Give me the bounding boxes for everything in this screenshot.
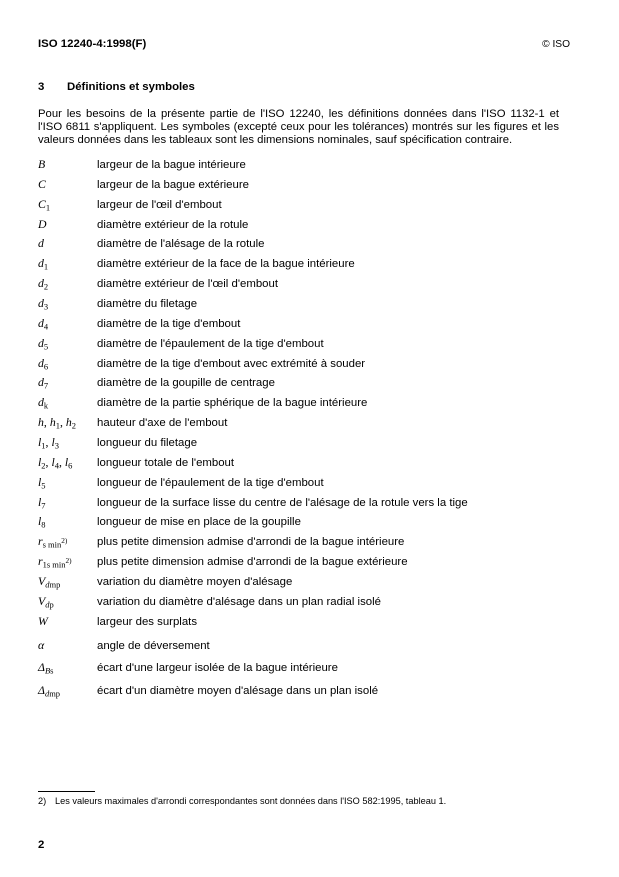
symbol-part: , [43, 415, 50, 430]
definition-text: diamètre de l'épaulement de la tige d'embout [97, 337, 324, 350]
definition-row [38, 493, 578, 513]
symbol-part: 2) [61, 536, 68, 546]
definition-symbol [38, 294, 97, 314]
symbol-part: h [65, 415, 72, 430]
definition-row [38, 413, 578, 433]
paragraph-line: Pour les besoins de la présente partie de l'ISO 12240, les définitions données dans l'ISO 1132-1 et [38, 107, 559, 120]
definition-text: plus petite dimension admise d'arrondi de la bague extérieure [97, 556, 408, 569]
definition-text: diamètre extérieur de la face de la bague intérieure [97, 258, 355, 271]
definition-text: longueur de l'épaulement de la tige d'embout [97, 476, 324, 489]
definition-row [38, 453, 578, 473]
symbol-part: Δ [38, 682, 45, 697]
definition-row [38, 234, 578, 254]
symbol-part: 4 [54, 460, 59, 471]
symbol-part: l [51, 435, 55, 450]
definition-symbol [38, 215, 97, 235]
definition-text: diamètre du filetage [97, 298, 198, 311]
definition-symbol [38, 314, 97, 334]
definition-row [38, 373, 578, 393]
definition-symbol [38, 473, 97, 493]
definition-symbol [38, 634, 97, 657]
symbol-part: Δ [38, 660, 45, 675]
symbol-part: d [44, 688, 50, 699]
symbol-part: 2 [71, 420, 77, 431]
symbol-part: B [38, 157, 46, 171]
definition-row [38, 215, 578, 235]
footnote-number: 2) [38, 795, 47, 806]
symbol-part: l [38, 474, 42, 489]
definition-row [38, 334, 578, 354]
symbol-part: 3 [54, 440, 59, 451]
definition-row [38, 656, 578, 679]
symbol-part: , [45, 435, 52, 450]
definition-row [38, 433, 578, 453]
definition-row [38, 254, 578, 274]
symbol-part: mp [49, 688, 61, 699]
symbol-part: 5 [41, 480, 46, 491]
definition-row [38, 314, 578, 334]
symbol-part: d [45, 579, 50, 590]
page-header [0, 0, 619, 60]
symbol-part: 6 [43, 361, 49, 372]
definition-row [38, 572, 578, 592]
symbol-part: , [58, 454, 65, 469]
definition-text: longueur du filetage [97, 437, 198, 450]
definition-text: largeur des surplats [97, 615, 198, 628]
definition-row [38, 195, 578, 215]
section-title: Définitions et symboles [67, 81, 195, 93]
definition-symbol [38, 334, 97, 354]
definition-symbol [38, 195, 97, 215]
definition-text: variation du diamètre moyen d'alésage [97, 576, 293, 589]
symbol-part: l [51, 454, 55, 469]
definition-text: diamètre extérieur de l'œil d'embout [97, 278, 278, 291]
symbol-part: 3 [43, 301, 49, 312]
definition-symbol [38, 433, 97, 453]
definition-text: écart d'une largeur isolée de la bague intérieure [97, 662, 338, 675]
definition-symbol [38, 234, 97, 254]
definition-text: longueur de la surface lisse du centre de l'alésage de la rotule vers la tige [97, 496, 468, 509]
definition-text: diamètre de l'alésage de la rotule [97, 238, 265, 251]
symbol-part: 1s min [42, 559, 66, 570]
definition-symbol [38, 413, 97, 433]
symbol-part: d [38, 236, 44, 251]
definition-row [38, 679, 578, 702]
symbol-part: d [38, 296, 44, 311]
symbol-part: 4 [43, 321, 49, 332]
symbol-part: 1 [55, 420, 60, 431]
paragraph-line: valeurs données dans les tableaux sont les dimensions nominales, sauf spécification contraire. [38, 133, 513, 146]
definition-row [38, 473, 578, 493]
definition-text: diamètre de la tige d'embout avec extrémité à souder [97, 357, 366, 370]
definition-text: hauteur d'axe de l'embout [97, 417, 228, 430]
definition-symbol [38, 254, 97, 274]
document-reference: ISO 12240-4:1998(F) [38, 38, 147, 50]
definition-row [38, 393, 578, 413]
definition-text: diamètre de la partie sphérique de la bague intérieure [97, 397, 368, 410]
definition-symbol [38, 552, 97, 572]
definition-text: longueur de mise en place de la goupille [97, 516, 301, 529]
symbol-part: d [38, 335, 44, 350]
section-heading [38, 80, 195, 94]
symbol-part: l [38, 494, 42, 509]
footnote-text: Les valeurs maximales d'arrondi correspondantes sont données dans l'ISO 582:1995, tableau 1. [55, 795, 447, 806]
definition-text: angle de déversement [97, 639, 210, 652]
symbol-part: 2 [41, 460, 46, 471]
symbol-part: l [38, 454, 42, 469]
definition-symbol [38, 373, 97, 393]
symbol-part: B [44, 665, 51, 676]
definition-text: variation du diamètre d'alésage dans un plan radial isolé [97, 595, 381, 608]
definition-text: largeur de la bague extérieure [97, 178, 249, 191]
definition-symbol [38, 453, 97, 473]
symbol-part: 1 [41, 440, 46, 451]
symbol-part: d [38, 256, 44, 271]
symbol-part: d [38, 395, 44, 410]
symbol-part: 1 [43, 261, 49, 272]
symbol-part: l [38, 514, 42, 529]
definition-text: diamètre extérieur de la rotule [97, 218, 249, 231]
symbol-part: h [49, 415, 56, 430]
page-number: 2 [38, 839, 45, 851]
definition-symbol [38, 532, 97, 552]
copyright-notice: © ISO [542, 39, 570, 50]
symbol-part: , [45, 454, 52, 469]
symbol-part: r [38, 534, 43, 549]
definition-symbol [38, 274, 97, 294]
symbol-part: 7 [41, 500, 46, 511]
definition-row [38, 155, 578, 175]
symbol-part: s [50, 665, 54, 676]
symbol-part: l [64, 454, 69, 469]
symbol-part: V [38, 574, 46, 589]
definition-text: écart d'un diamètre moyen d'alésage dans un plan isolé [97, 684, 379, 697]
symbol-part: 7 [43, 381, 49, 391]
symbol-part: , [59, 415, 66, 430]
definition-row [38, 294, 578, 314]
definition-text: largeur de la bague intérieure [97, 159, 246, 171]
definition-text: diamètre de la tige d'embout [97, 317, 241, 330]
intro-paragraph [38, 108, 559, 147]
definition-row [38, 175, 578, 195]
footnote [38, 796, 446, 807]
symbol-part: h [38, 415, 44, 430]
symbol-part: d [38, 315, 44, 330]
definition-text: plus petite dimension admise d'arrondi de la bague intérieure [97, 536, 405, 549]
definition-symbol [38, 612, 97, 632]
definition-symbol [38, 656, 97, 679]
definition-row [38, 354, 578, 374]
symbol-part: l [38, 435, 42, 450]
definition-symbol [38, 679, 97, 702]
definition-row [38, 634, 578, 657]
definition-text: largeur de l'œil d'embout [97, 198, 222, 211]
definition-symbol [38, 572, 97, 592]
symbol-part: d [38, 276, 44, 291]
definition-symbol [38, 393, 97, 413]
symbol-part: 1 [45, 202, 51, 213]
definition-row [38, 532, 578, 552]
symbol-part: W [38, 613, 48, 628]
symbol-part: α [38, 637, 45, 652]
definition-symbol [38, 512, 97, 532]
definition-symbol [38, 493, 97, 513]
symbol-part: C [38, 176, 46, 191]
symbol-part: 2 [43, 281, 49, 292]
definition-text: longueur totale de l'embout [97, 456, 235, 469]
symbol-part: s min [42, 539, 62, 550]
symbol-part: d [38, 355, 44, 370]
definition-symbol [38, 592, 97, 612]
symbol-part: D [38, 216, 47, 231]
symbol-part: d [45, 599, 50, 610]
definition-symbol [38, 155, 97, 175]
definition-symbol [38, 175, 97, 195]
symbol-part: r [38, 554, 43, 569]
symbol-part: 6 [68, 460, 73, 471]
symbol-part: 8 [41, 520, 46, 531]
definition-row [38, 274, 578, 294]
symbol-part: k [43, 400, 49, 411]
definitions-list [38, 155, 578, 701]
definition-symbol [38, 354, 97, 374]
definition-row [38, 592, 578, 612]
section-number: 3 [38, 81, 45, 93]
definition-text: diamètre de la goupille de centrage [97, 377, 275, 390]
symbol-part: 5 [43, 341, 49, 352]
symbol-part: C [38, 196, 46, 211]
symbol-part: d [38, 375, 44, 390]
definition-row [38, 552, 578, 572]
definition-row [38, 612, 578, 632]
symbol-part: mp [49, 579, 61, 590]
definition-row [38, 512, 578, 532]
footnote-separator [38, 791, 95, 792]
symbol-part: 2) [65, 556, 72, 565]
symbol-part: p [49, 599, 54, 610]
paragraph-line: l'ISO 6811 s'appliquent. Les symboles (excepté ceux pour les tolérances) montrés sur les figures et les [38, 120, 559, 133]
symbol-part: V [38, 593, 46, 608]
